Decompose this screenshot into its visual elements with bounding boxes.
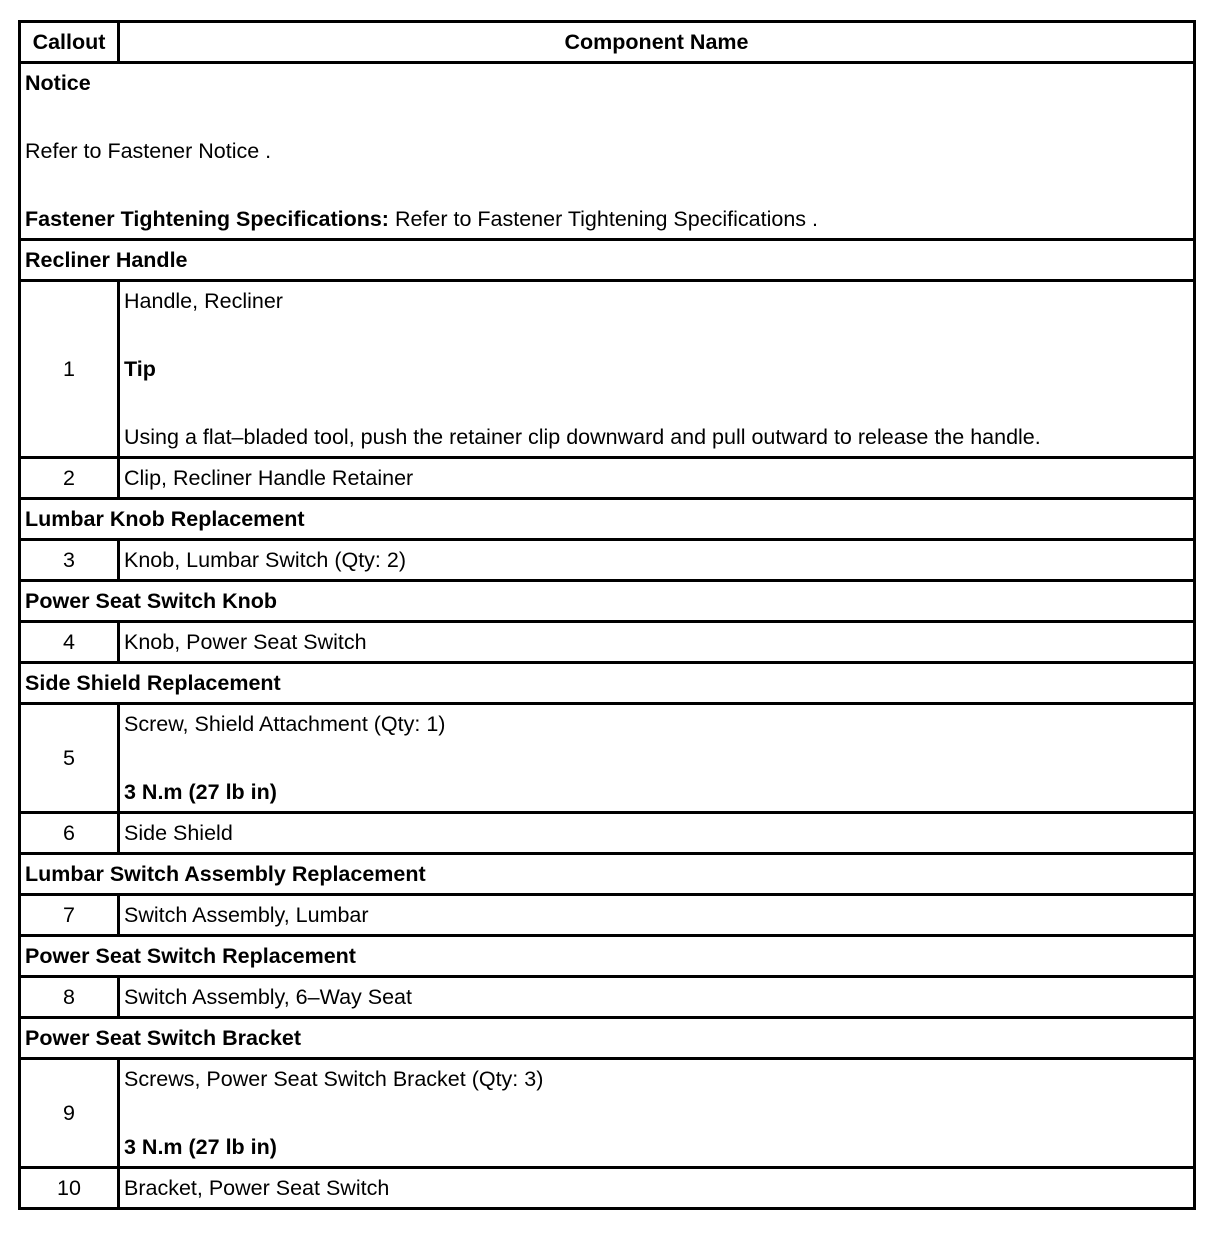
component-name-cell (119, 895, 1195, 936)
component-name: Bracket, Power Seat Switch (124, 1176, 390, 1200)
callout-number: 7 (20, 895, 119, 936)
table-row (20, 977, 1195, 1018)
component-name-cell (119, 813, 1195, 854)
component-name-cell (119, 977, 1195, 1018)
callout-number: 5 (20, 704, 119, 813)
component-name: Handle, Recliner (124, 289, 283, 313)
component-name-cell (119, 704, 1195, 813)
table-row (20, 281, 1195, 458)
component-name: Clip, Recliner Handle Retainer (124, 466, 414, 490)
callout-number: 1 (20, 281, 119, 458)
table-row (20, 895, 1195, 936)
section-header-row (20, 499, 1195, 540)
component-name: Side Shield (124, 821, 233, 845)
component-name: Screw, Shield Attachment (Qty: 1) (124, 712, 446, 736)
component-table (18, 20, 1196, 1210)
torque-spec: 3 N.m (27 lb in) (124, 1135, 277, 1159)
component-name-cell (119, 622, 1195, 663)
component-name: Switch Assembly, 6–Way Seat (124, 985, 412, 1009)
component-name-cell (119, 540, 1195, 581)
callout-number: 2 (20, 458, 119, 499)
table-row (20, 1168, 1195, 1209)
table-row (20, 704, 1195, 813)
section-header-row (20, 1018, 1195, 1059)
table-row (20, 813, 1195, 854)
component-name-cell (119, 1059, 1195, 1168)
component-name-header: Component Name (119, 22, 1195, 63)
notice-cell (20, 63, 1195, 240)
section-title: Power Seat Switch Knob (20, 581, 1195, 622)
tip-label: Tip (124, 357, 156, 381)
torque-spec: 3 N.m (27 lb in) (124, 780, 277, 804)
section-title: Side Shield Replacement (20, 663, 1195, 704)
section-title: Power Seat Switch Bracket (20, 1018, 1195, 1059)
section-header-row (20, 936, 1195, 977)
callout-number: 6 (20, 813, 119, 854)
table-row (20, 1059, 1195, 1168)
section-header-row (20, 240, 1195, 281)
spec-label: Fastener Tightening Specifications: (25, 207, 389, 231)
component-name: Knob, Power Seat Switch (124, 630, 367, 654)
table-header-row (20, 22, 1195, 63)
section-header-row (20, 854, 1195, 895)
callout-number: 3 (20, 540, 119, 581)
section-header-row (20, 581, 1195, 622)
table-row (20, 540, 1195, 581)
component-name-cell (119, 281, 1195, 458)
component-name: Screws, Power Seat Switch Bracket (Qty: 3) (124, 1067, 544, 1091)
component-name: Knob, Lumbar Switch (Qty: 2) (124, 548, 406, 572)
component-name-cell (119, 1168, 1195, 1209)
component-name: Switch Assembly, Lumbar (124, 903, 369, 927)
table-row (20, 458, 1195, 499)
table-row (20, 622, 1195, 663)
notice-row (20, 63, 1195, 240)
section-title: Lumbar Switch Assembly Replacement (20, 854, 1195, 895)
callout-number: 8 (20, 977, 119, 1018)
callout-header: Callout (20, 22, 119, 63)
section-header-row (20, 663, 1195, 704)
callout-number: 9 (20, 1059, 119, 1168)
callout-number: 10 (20, 1168, 119, 1209)
section-title: Recliner Handle (20, 240, 1195, 281)
notice-text: Refer to Fastener Notice . (25, 139, 272, 163)
section-title: Lumbar Knob Replacement (20, 499, 1195, 540)
spec-text: Refer to Fastener Tightening Specifications . (388, 207, 819, 231)
notice-title: Notice (25, 71, 91, 95)
tip-text: Using a flat–bladed tool, push the retainer clip downward and pull outward to release the handle. (124, 425, 1041, 449)
callout-number: 4 (20, 622, 119, 663)
section-title: Power Seat Switch Replacement (20, 936, 1195, 977)
component-name-cell (119, 458, 1195, 499)
